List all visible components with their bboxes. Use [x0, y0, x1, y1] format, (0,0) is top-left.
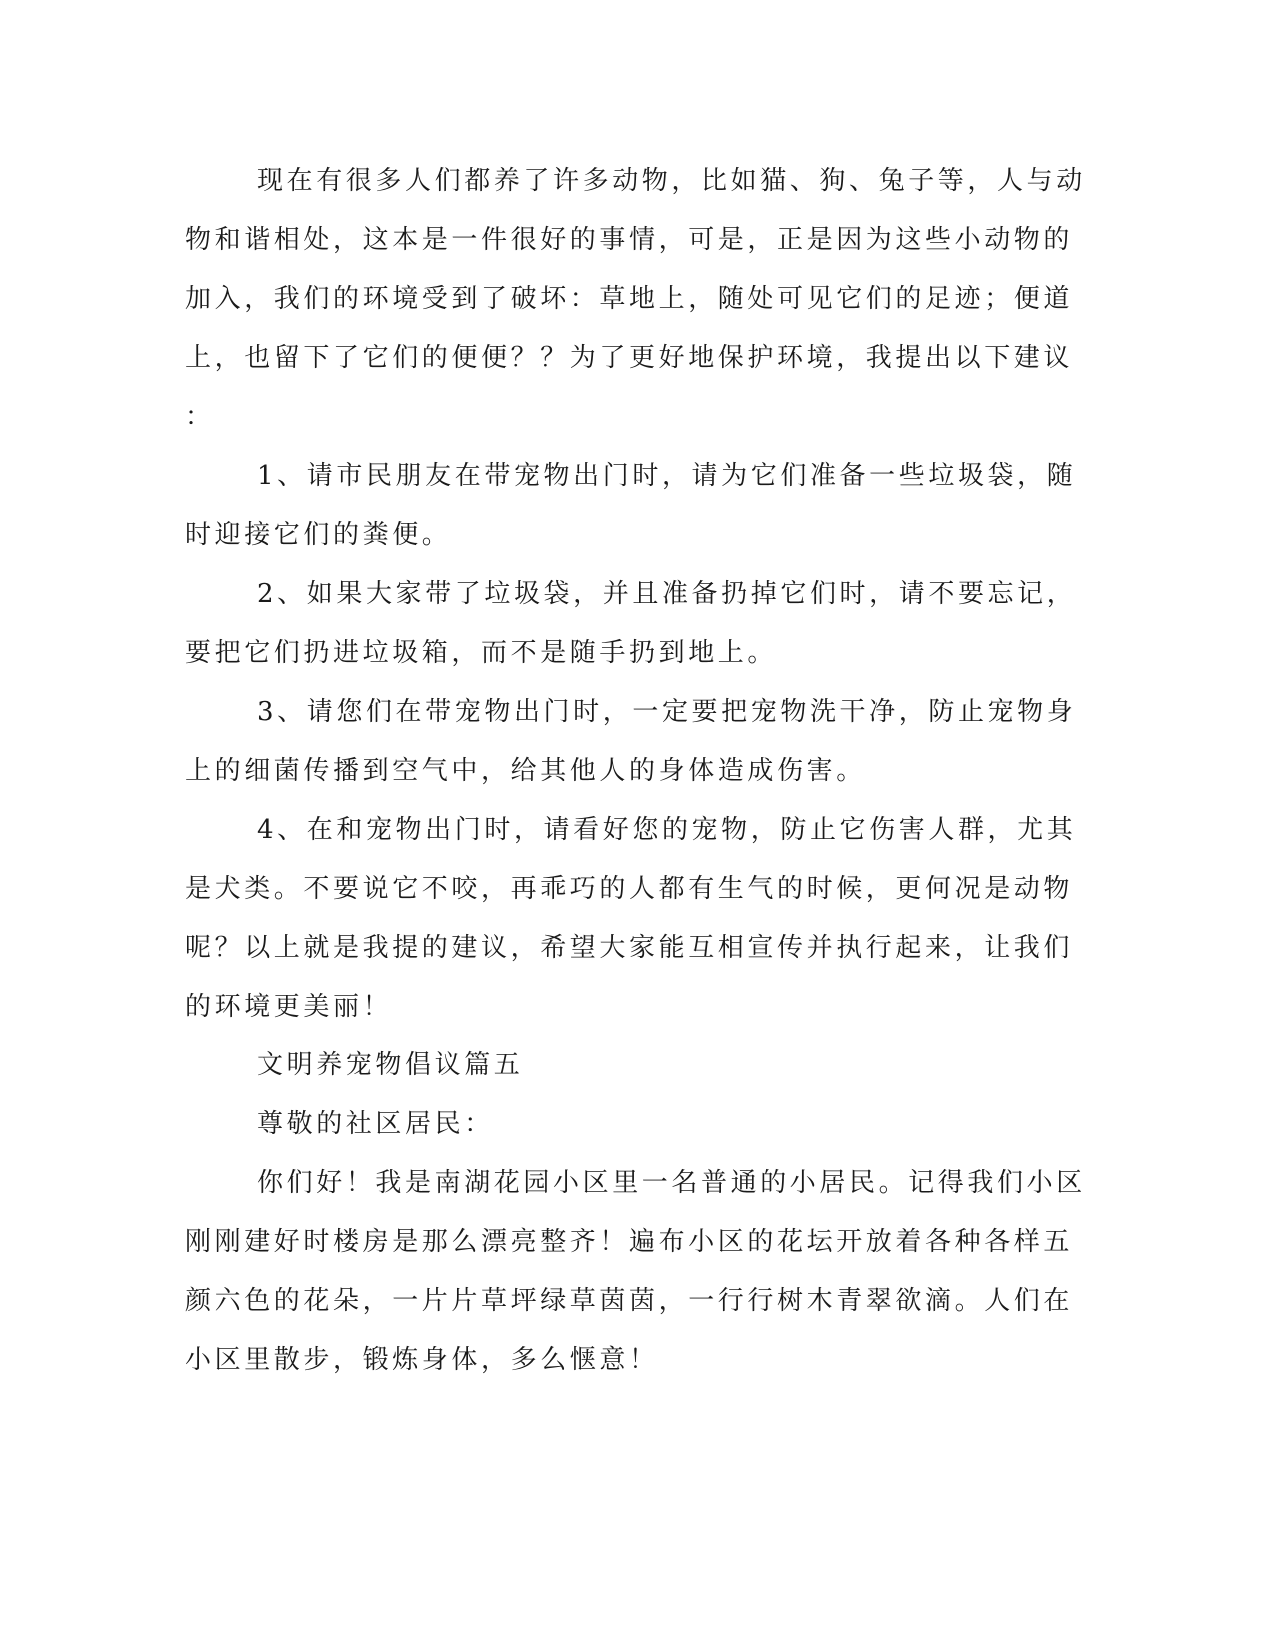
paragraph-line: 上，也留下了它们的便便？？为了更好地保护环境，我提出以下建议	[185, 343, 1074, 373]
list-item-2-line: 2、如果大家带了垃圾袋，并且准备扔掉它们时，请不要忘记，	[257, 579, 1077, 609]
paragraph-line: 物和谐相处，这本是一件很好的事情，可是，正是因为这些小动物的	[185, 225, 1074, 255]
list-item-4-line: 的环境更美丽！	[185, 992, 393, 1022]
list-item-1-line: 时迎接它们的粪便。	[185, 520, 452, 550]
list-item-3-line: 上的细菌传播到空气中，给其他人的身体造成伤害。	[185, 756, 866, 786]
paragraph-line: 你们好！我是南湖花园小区里一名普通的小居民。记得我们小区	[257, 1168, 1086, 1198]
salutation: 尊敬的社区居民：	[257, 1109, 494, 1139]
list-item-4-line: 是犬类。不要说它不咬，再乖巧的人都有生气的时候，更何况是动物	[185, 874, 1074, 904]
paragraph-line: 小区里散步，锻炼身体，多么惬意！	[185, 1345, 659, 1375]
list-item-4-line: 4、在和宠物出门时，请看好您的宠物，防止它伤害人群，尤其	[257, 815, 1077, 845]
paragraph-line: 刚刚建好时楼房是那么漂亮整齐！遍布小区的花坛开放着各种各样五	[185, 1227, 1074, 1257]
paragraph-line: 现在有很多人们都养了许多动物，比如猫、狗、兔子等，人与动	[257, 166, 1086, 196]
list-item-2-line: 要把它们扔进垃圾箱，而不是随手扔到地上。	[185, 638, 778, 668]
list-item-1-line: 1、请市民朋友在带宠物出门时，请为它们准备一些垃圾袋，随	[257, 461, 1077, 491]
paragraph-line: ：	[185, 402, 215, 432]
list-item-3-line: 3、请您们在带宠物出门时，一定要把宠物洗干净，防止宠物身	[257, 697, 1077, 727]
paragraph-line: 颜六色的花朵，一片片草坪绿草茵茵，一行行树木青翠欲滴。人们在	[185, 1286, 1074, 1316]
paragraph-line: 加入，我们的环境受到了破坏：草地上，随处可见它们的足迹；便道	[185, 284, 1074, 314]
section-title: 文明养宠物倡议篇五	[257, 1050, 524, 1080]
list-item-4-line: 呢？以上就是我提的建议，希望大家能互相宣传并执行起来，让我们	[185, 933, 1074, 963]
